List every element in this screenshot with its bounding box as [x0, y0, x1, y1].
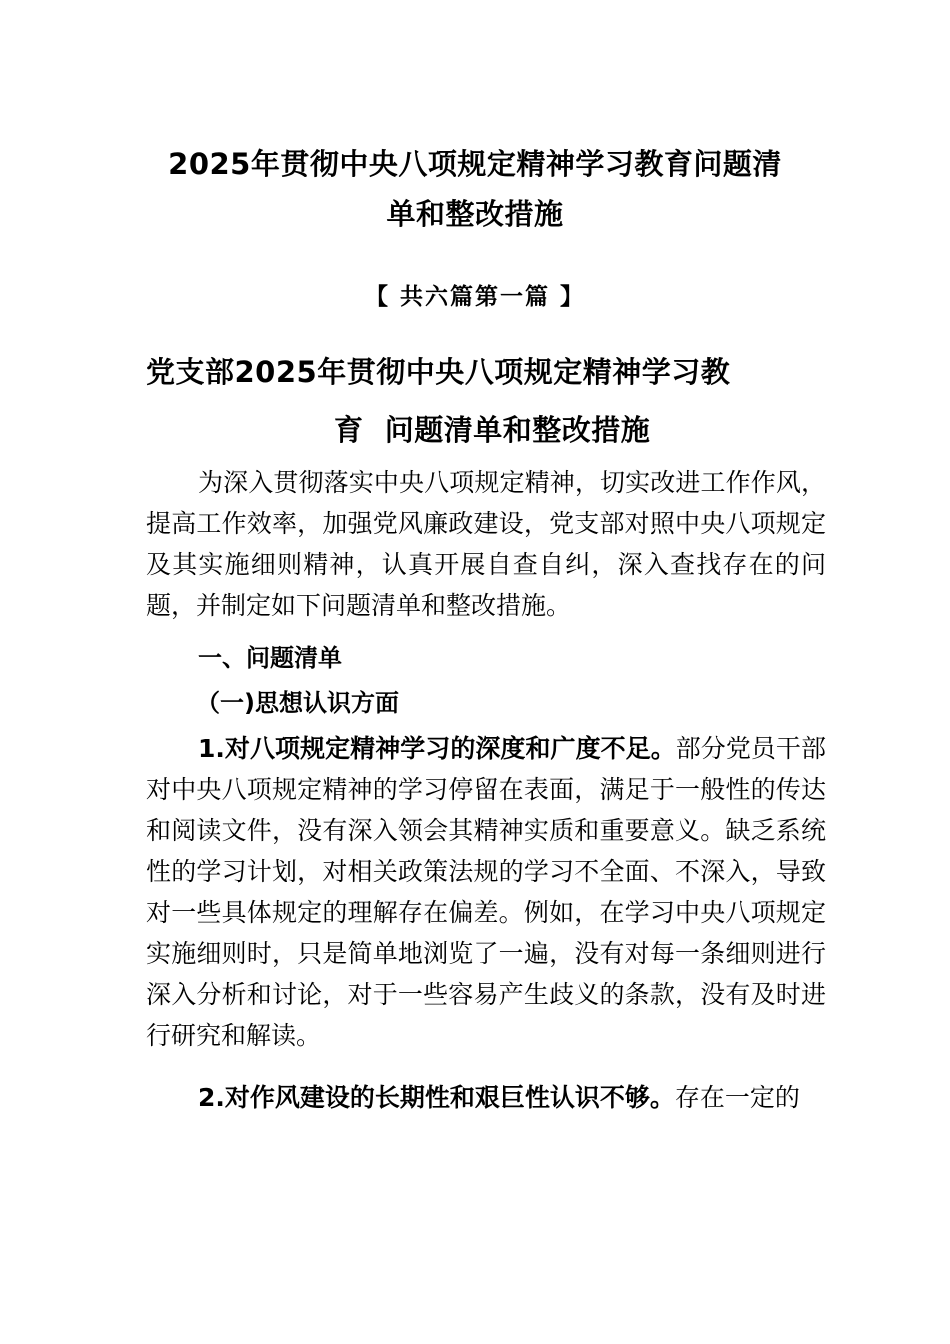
document-title-line-2: 单和整改措施 [386, 197, 564, 231]
series-label: 【 共六篇第一篇 】 [364, 284, 585, 310]
section-heading-problem-list: 一、问题清单 [198, 644, 342, 672]
subtitle-line-1: 党支部2025年贯彻中央八项规定精神学习教 [146, 355, 731, 389]
item-1-body: 部分党员干部对中央八项规定精神的学习停留在表面，满足于一般性的传达和阅读文件，没有深入领会其精神实质和重要意义。缺乏系统性的学习计划，对相关政策法规的学习不全面、不深入，导致对一些具体规定的理解存在偏差。例如，在学习中央八项规定实施细则时，只是简单地浏览了一遍，没有对每一条细则进行深入分析和讨论，对于一些容易产生歧义的条款，没有及时进行研究和解读。 [146, 734, 826, 1050]
subsection-heading-thinking: （一)思想认识方面 [196, 689, 399, 717]
subtitle-line-2: 育 问题清单和整改措施 [334, 413, 651, 447]
item-2-lead: 2.对作风建设的长期性和艰巨性认识不够。 [198, 1083, 675, 1112]
item-1-lead: 1.对八项规定精神学习的深度和广度不足。 [198, 734, 676, 763]
item-1-paragraph [146, 728, 826, 1056]
item-2-paragraph [146, 1077, 826, 1118]
document-title-line-1: 2025年贯彻中央八项规定精神学习教育问题清 [168, 147, 782, 181]
intro-paragraph: 为深入贯彻落实中央八项规定精神，切实改进工作作风，提高工作效率，加强党风廉政建设，党支部对照中央八项规定及其实施细则精神，认真开展自查自纠，深入查找存在的问题，并制定如下问题清单和整改措施。 [146, 468, 826, 620]
item-2-body: 存在一定的 [674, 1083, 800, 1112]
